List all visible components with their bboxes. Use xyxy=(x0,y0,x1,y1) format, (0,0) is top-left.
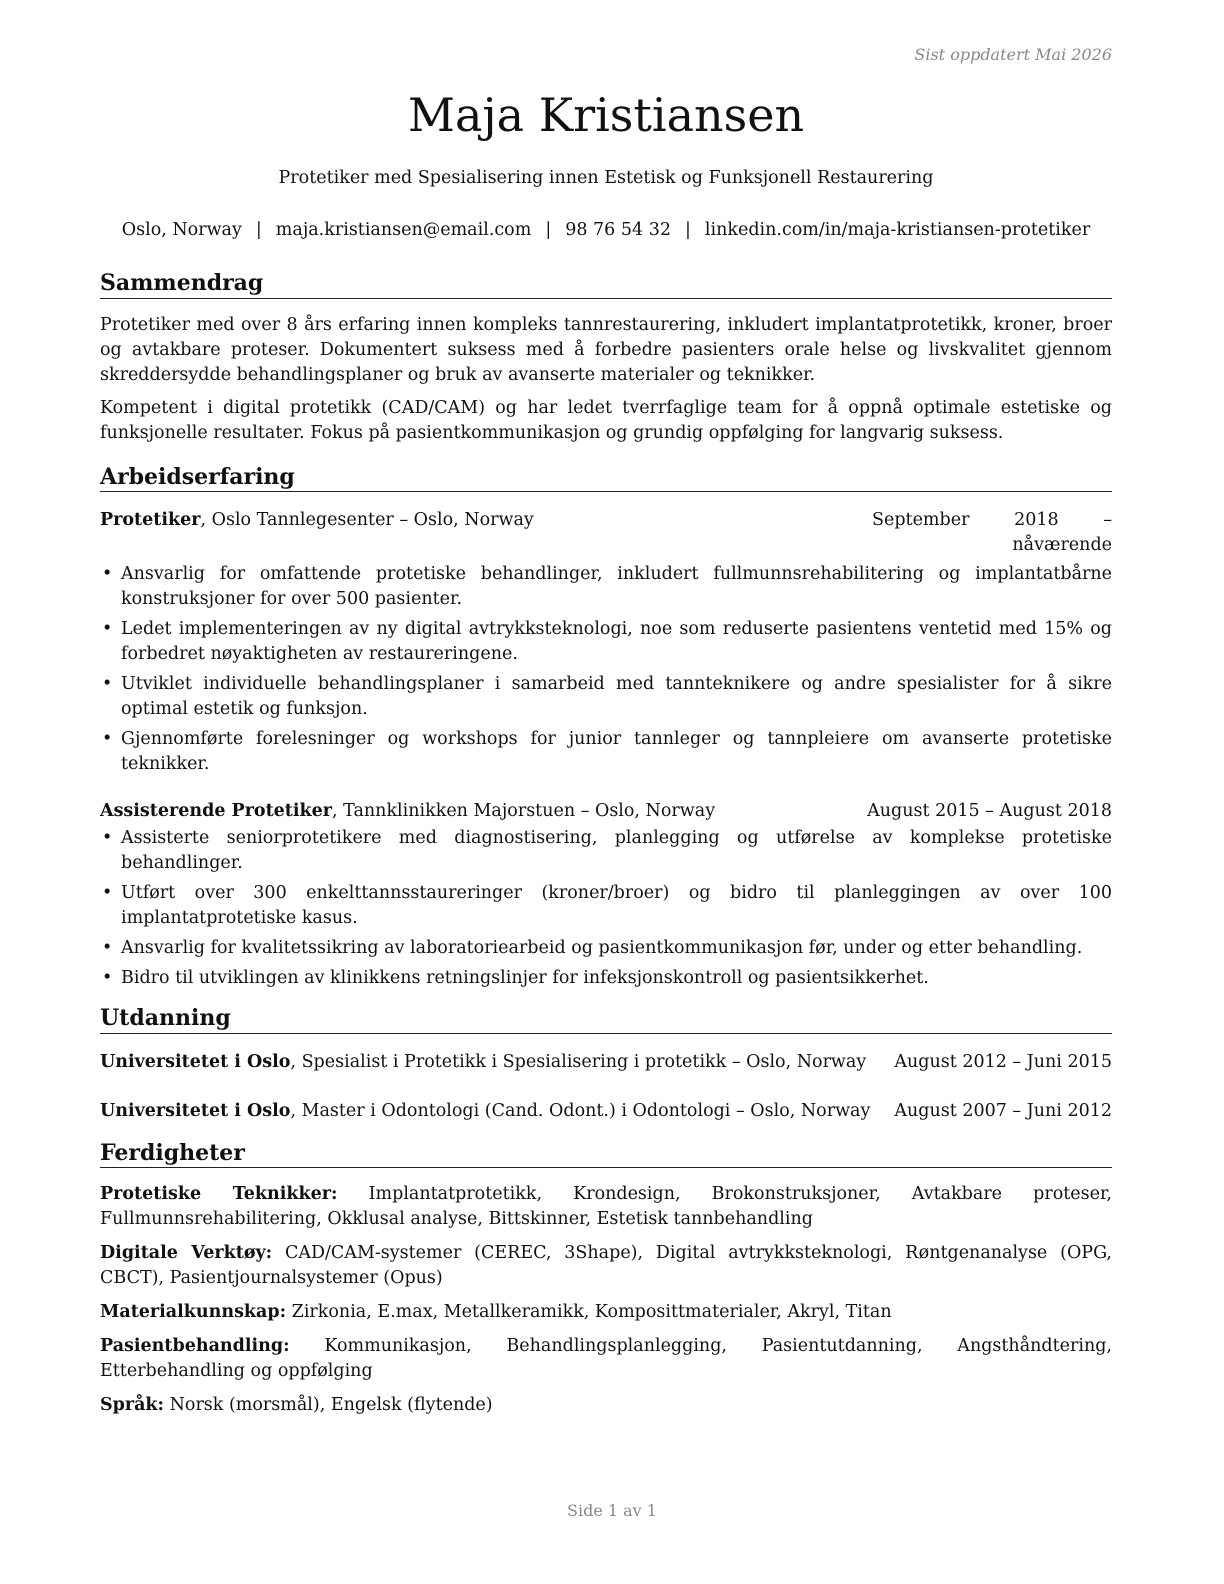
skill-label: Protetiske Teknikker: xyxy=(100,1184,338,1204)
job-bullets xyxy=(100,562,1112,777)
job-role: Protetiker xyxy=(100,510,201,530)
education-detail: , Spesialist i Protetikk i Spesialisering i protetikk – Oslo, Norway xyxy=(290,1051,867,1072)
job-org: , Tannklinikken Majorstuen – Oslo, Norway xyxy=(332,801,716,821)
job-header xyxy=(100,508,1112,558)
summary-section xyxy=(100,270,1112,446)
bullet-text: Ledet implementeringen av ny digital avtrykksteknologi, noe som reduserte pasientens ventetid med 15% og forbedret nøyaktigheten av restaureringene. xyxy=(121,619,1112,664)
job-entry xyxy=(100,508,1112,777)
list-item xyxy=(100,936,1112,961)
bullet-text: Assisterte seniorprotetikere med diagnostisering, planlegging og utførelse av komplekse protetiske behandlinger. xyxy=(121,828,1112,873)
candidate-name: Maja Kristiansen xyxy=(407,88,805,142)
skill-label: Pasientbehandling: xyxy=(100,1336,290,1356)
contact-location: Oslo, Norway xyxy=(121,220,242,240)
skill-value: Kommunikasjon, Behandlingsplanlegging, Pasientutdanning, Angsthåndtering, Etterbehandling og oppfølging xyxy=(100,1336,1112,1381)
bullet-text: Utviklet individuelle behandlingsplaner i samarbeid med tannteknikere og andre spesialister for å sikre optimal estetik og funksjon. xyxy=(121,674,1112,719)
list-item xyxy=(100,617,1112,667)
skills-section xyxy=(100,1140,1112,1419)
skill-row xyxy=(100,1334,1112,1384)
list-item xyxy=(100,826,1112,876)
contact-line xyxy=(100,220,1112,240)
section-title-skills: Ferdigheter xyxy=(100,1140,1112,1169)
education-school: Universitetet i Oslo xyxy=(100,1100,291,1121)
contact-separator: | xyxy=(545,220,552,240)
education-section xyxy=(100,1005,1112,1124)
headline: Protetiker med Spesialisering innen Estetisk og Funksjonell Restaurering xyxy=(278,168,934,188)
skill-value: Zirkonia, E.max, Metallkeramikk, Komposittmaterialer, Akryl, Titan xyxy=(286,1302,892,1322)
list-item xyxy=(100,562,1112,612)
contact-separator: | xyxy=(684,220,691,240)
bullet-icon: • xyxy=(102,674,113,694)
page-number: Side 1 av 1 xyxy=(567,1501,657,1520)
list-item xyxy=(100,966,1112,991)
bullet-icon: • xyxy=(102,619,113,639)
summary-paragraph: Kompetent i digital protetikk (CAD/CAM) og har ledet tverrfaglige team for å oppnå optimale estetiske og funksjonelle resultater. Fokus på pasientkommunikasjon og grundig oppfølging for langvarig suksess. xyxy=(100,397,1112,443)
bullet-text: Gjennomførte forelesninger og workshops for junior tannleger og tannpleiere om avanserte protetiske teknikker. xyxy=(121,729,1112,774)
bullet-text: Bidro til utviklingen av klinikkens retningslinjer for infeksjonskontroll og pasientsikkerhet. xyxy=(121,968,929,988)
skill-row xyxy=(100,1182,1112,1232)
bullet-icon: • xyxy=(102,729,113,749)
list-item xyxy=(100,727,1112,777)
skill-row xyxy=(100,1300,1112,1325)
skill-value: CAD/CAM-systemer (CEREC, 3Shape), Digital avtrykksteknologi, Røntgenanalyse (OPG, CBCT), Pasientjournalsystemer (Opus) xyxy=(100,1243,1112,1288)
education-dates: August 2012 – Juni 2015 xyxy=(894,1051,1112,1072)
bullet-text: Ansvarlig for omfattende protetiske behandlinger, inkludert fullmunnsrehabilitering og implantatbårne konstruksjoner for over 500 pasienter. xyxy=(121,564,1112,609)
skill-label: Språk: xyxy=(100,1395,165,1415)
contact-email[interactable]: maja.kristiansen@email.com xyxy=(275,220,532,240)
bullet-icon: • xyxy=(102,883,113,903)
education-entry xyxy=(100,1050,1112,1075)
skill-value: Implantatprotetikk, Krondesign, Brokonstruksjoner, Avtakbare proteser, Fullmunnsrehabilitering, Okklusal analyse, Bittskinner, Estetisk tannbehandling xyxy=(100,1184,1112,1229)
list-item xyxy=(100,672,1112,722)
education-detail: , Master i Odontologi (Cand. Odont.) i Odontologi – Oslo, Norway xyxy=(290,1100,871,1121)
list-item xyxy=(100,881,1112,931)
bullet-text: Utført over 300 enkelttannsstaureringer (kroner/broer) og bidro til planleggingen av over 100 implantatprotetiske kasus. xyxy=(121,883,1112,928)
contact-linkedin[interactable]: linkedin.com/in/maja-kristiansen-protetiker xyxy=(704,220,1091,240)
education-entry xyxy=(100,1099,1112,1124)
resume-content xyxy=(100,270,1112,1418)
job-header xyxy=(100,799,1112,824)
section-title-education: Utdanning xyxy=(100,1005,1112,1034)
bullet-icon: • xyxy=(102,564,113,584)
bullet-text: Ansvarlig for kvalitetssikring av laboratoriearbeid og pasientkommunikasjon før, under og etter behandling. xyxy=(121,938,1083,958)
skill-label: Digitale Verktøy: xyxy=(100,1243,273,1263)
education-dates: August 2007 – Juni 2012 xyxy=(894,1100,1112,1121)
section-title-experience: Arbeidserfaring xyxy=(100,464,1112,493)
last-updated: Sist oppdatert Mai 2026 xyxy=(914,45,1112,64)
skill-value: Norsk (morsmål), Engelsk (flytende) xyxy=(164,1395,493,1415)
contact-phone[interactable]: 98 76 54 32 xyxy=(565,220,671,240)
skill-label: Materialkunnskap: xyxy=(100,1302,287,1322)
job-role: Assisterende Protetiker xyxy=(100,801,333,821)
bullet-icon: • xyxy=(102,938,113,958)
education-school: Universitetet i Oslo xyxy=(100,1051,291,1072)
summary-paragraph: Protetiker med over 8 års erfaring innen kompleks tannrestaurering, inkludert implantatprotetikk, kroner, broer og avtakbare proteser. Dokumentert suksess med å forbedre pasienters orale helse og livskvalitet gjennom skreddersydde behandlingsplaner og bruk av avanserte materialer og teknikker. xyxy=(100,314,1112,385)
job-org: , Oslo Tannlegesenter – Oslo, Norway xyxy=(200,510,534,530)
bullet-icon: • xyxy=(102,968,113,988)
education-list xyxy=(100,1050,1112,1124)
job-bullets xyxy=(100,826,1112,991)
job-dates: September 2018 – nåværende xyxy=(872,510,1112,555)
skill-row xyxy=(100,1393,1112,1418)
bullet-icon: • xyxy=(102,828,113,848)
section-title-summary: Sammendrag xyxy=(100,270,1112,299)
skill-row xyxy=(100,1241,1112,1291)
experience-section xyxy=(100,464,1112,992)
job-entry xyxy=(100,799,1112,991)
contact-separator: | xyxy=(255,220,262,240)
job-dates: August 2015 – August 2018 xyxy=(867,801,1112,821)
